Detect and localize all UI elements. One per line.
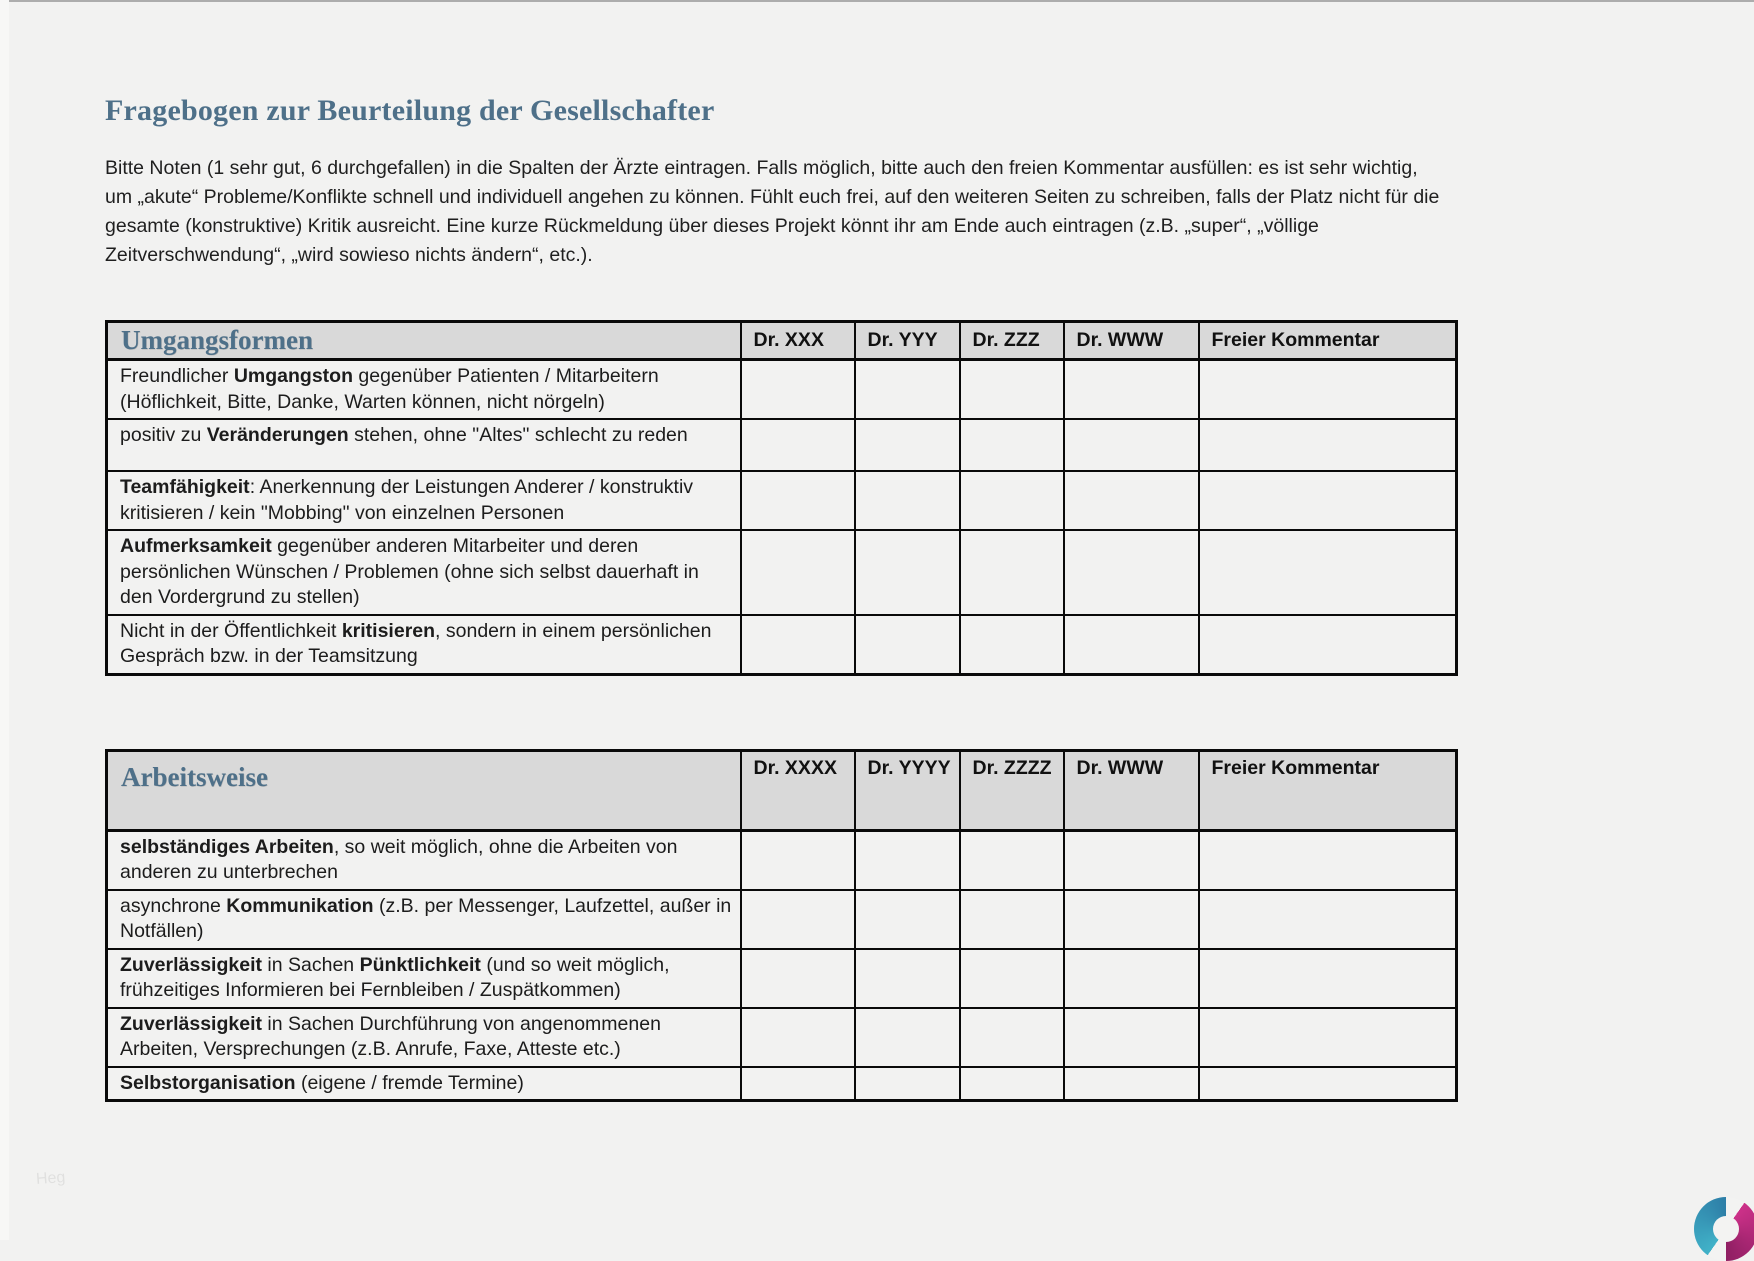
grade-cell[interactable]	[1064, 890, 1199, 949]
grade-cell[interactable]	[1064, 360, 1199, 420]
arbeitsweise-table-header	[107, 750, 1457, 830]
grade-cell[interactable]	[1064, 1067, 1199, 1101]
comment-cell[interactable]	[1199, 1067, 1457, 1101]
grade-cell[interactable]	[741, 830, 855, 890]
page-title: Fragebogen zur Beurteilung der Gesellschafter	[105, 94, 715, 127]
grade-cell[interactable]	[960, 1008, 1064, 1067]
grade-cell[interactable]	[855, 615, 960, 675]
grade-cell[interactable]	[960, 949, 1064, 1008]
column-header-cell: Dr. ZZZZ	[960, 750, 1064, 830]
grade-cell[interactable]	[1064, 949, 1199, 1008]
umgangsformen-table-header	[107, 322, 1457, 360]
table-row	[107, 360, 1457, 420]
column-header-cell: Dr. YYY	[855, 322, 960, 360]
table-row	[107, 949, 1457, 1008]
comment-cell[interactable]	[1199, 419, 1457, 471]
grade-cell[interactable]	[855, 949, 960, 1008]
row-label-cell: Selbstorganisation (eigene / fremde Termine)	[107, 1067, 741, 1101]
grade-cell[interactable]	[855, 530, 960, 615]
grade-cell[interactable]	[1064, 1008, 1199, 1067]
arbeitsweise-table-body	[107, 830, 1457, 1101]
table-row	[107, 419, 1457, 471]
row-label-cell: Nicht in der Öffentlichkeit kritisieren, sondern in einem persönlichen Gespräch bzw. in der Teamsitzung	[107, 615, 741, 675]
s-ring-logo-icon	[1694, 1197, 1754, 1261]
grade-cell[interactable]	[960, 471, 1064, 530]
arbeitsweise-table	[105, 749, 1458, 1103]
table-row	[107, 1008, 1457, 1067]
header-row	[107, 322, 1457, 360]
column-header-cell: Dr. ZZZ	[960, 322, 1064, 360]
grade-cell[interactable]	[855, 890, 960, 949]
column-header-cell: Dr. XXX	[741, 322, 855, 360]
column-header-cell: Freier Kommentar	[1199, 750, 1457, 830]
umgangsformen-table-body	[107, 360, 1457, 675]
comment-cell[interactable]	[1199, 890, 1457, 949]
grade-cell[interactable]	[741, 1008, 855, 1067]
grade-cell[interactable]	[741, 530, 855, 615]
umgangsformen-table	[105, 320, 1458, 676]
column-header-cell: Dr. WWW	[1064, 322, 1199, 360]
row-label-cell: positiv zu Veränderungen stehen, ohne "Altes" schlecht zu reden	[107, 419, 741, 471]
table-row	[107, 615, 1457, 675]
grade-cell[interactable]	[960, 615, 1064, 675]
scan-left-edge	[0, 0, 9, 1240]
table-row	[107, 890, 1457, 949]
grade-cell[interactable]	[1064, 830, 1199, 890]
grade-cell[interactable]	[960, 419, 1064, 471]
watermark-text: Heg	[35, 1168, 66, 1189]
comment-cell[interactable]	[1199, 615, 1457, 675]
grade-cell[interactable]	[1064, 471, 1199, 530]
grade-cell[interactable]	[741, 890, 855, 949]
comment-cell[interactable]	[1199, 830, 1457, 890]
row-label-cell: asynchrone Kommunikation (z.B. per Messenger, Laufzettel, außer in Notfällen)	[107, 890, 741, 949]
row-label-cell: selbständiges Arbeiten, so weit möglich, ohne die Arbeiten von anderen zu unterbrechen	[107, 830, 741, 890]
row-label-cell: Zuverlässigkeit in Sachen Pünktlichkeit (und so weit möglich, frühzeitiges Informieren bei Fernbleiben / Zuspätkommen)	[107, 949, 741, 1008]
grade-cell[interactable]	[960, 530, 1064, 615]
grade-cell[interactable]	[741, 419, 855, 471]
column-header-cell: Dr. XXXX	[741, 750, 855, 830]
table-row	[107, 471, 1457, 530]
grade-cell[interactable]	[1064, 530, 1199, 615]
grade-cell[interactable]	[741, 360, 855, 420]
column-header-cell: Dr. YYYY	[855, 750, 960, 830]
grade-cell[interactable]	[855, 419, 960, 471]
column-header-cell: Freier Kommentar	[1199, 322, 1457, 360]
grade-cell[interactable]	[960, 830, 1064, 890]
grade-cell[interactable]	[741, 471, 855, 530]
comment-cell[interactable]	[1199, 530, 1457, 615]
row-label-cell: Aufmerksamkeit gegenüber anderen Mitarbeiter und deren persönlichen Wünschen / Problemen (ohne sich selbst dauerhaft in den Vordergrund zu stellen)	[107, 530, 741, 615]
section-header-cell: Arbeitsweise	[107, 750, 741, 830]
table-row	[107, 830, 1457, 890]
row-label-cell: Zuverlässigkeit in Sachen Durchführung von angenommenen Arbeiten, Versprechungen (z.B. Anrufe, Faxe, Atteste etc.)	[107, 1008, 741, 1067]
grade-cell[interactable]	[960, 890, 1064, 949]
section-header-cell: Umgangsformen	[107, 322, 741, 360]
grade-cell[interactable]	[855, 1067, 960, 1101]
grade-cell[interactable]	[741, 949, 855, 1008]
grade-cell[interactable]	[960, 360, 1064, 420]
grade-cell[interactable]	[855, 830, 960, 890]
grade-cell[interactable]	[855, 1008, 960, 1067]
table-row	[107, 530, 1457, 615]
grade-cell[interactable]	[855, 360, 960, 420]
grade-cell[interactable]	[741, 1067, 855, 1101]
comment-cell[interactable]	[1199, 949, 1457, 1008]
column-header-cell: Dr. WWW	[1064, 750, 1199, 830]
comment-cell[interactable]	[1199, 1008, 1457, 1067]
table-row	[107, 1067, 1457, 1101]
document-content	[105, 0, 1457, 1102]
grade-cell[interactable]	[1064, 419, 1199, 471]
row-label-cell: Freundlicher Umgangston gegenüber Patienten / Mitarbeitern (Höflichkeit, Bitte, Danke, Warten können, nicht nörgeln)	[107, 360, 741, 420]
grade-cell[interactable]	[960, 1067, 1064, 1101]
header-row	[107, 750, 1457, 830]
grade-cell[interactable]	[855, 471, 960, 530]
intro-paragraph: Bitte Noten (1 sehr gut, 6 durchgefallen) in die Spalten der Ärzte eintragen. Falls möglich, bitte auch den freien Kommentar ausfüllen: es ist sehr wichtig, um „akute“ Probleme/Konflikte schnell und individuell angehen zu können. Fühlt euch frei, auf den weiteren Seiten zu schreiben, falls der Platz nicht für die gesamte (konstruktive) Kritik ausreicht. Eine kurze Rückmeldung über dieses Projekt könnt ihr am Ende auch eintragen (z.B. „super“, „völlige Zeitverschwendung“, „wird sowieso nichts ändern“, etc.).	[105, 157, 1440, 266]
row-label-cell: Teamfähigkeit: Anerkennung der Leistungen Anderer / konstruktiv kritisieren / kein "Mobbing" von einzelnen Personen	[107, 471, 741, 530]
comment-cell[interactable]	[1199, 471, 1457, 530]
grade-cell[interactable]	[1064, 615, 1199, 675]
comment-cell[interactable]	[1199, 360, 1457, 420]
grade-cell[interactable]	[741, 615, 855, 675]
